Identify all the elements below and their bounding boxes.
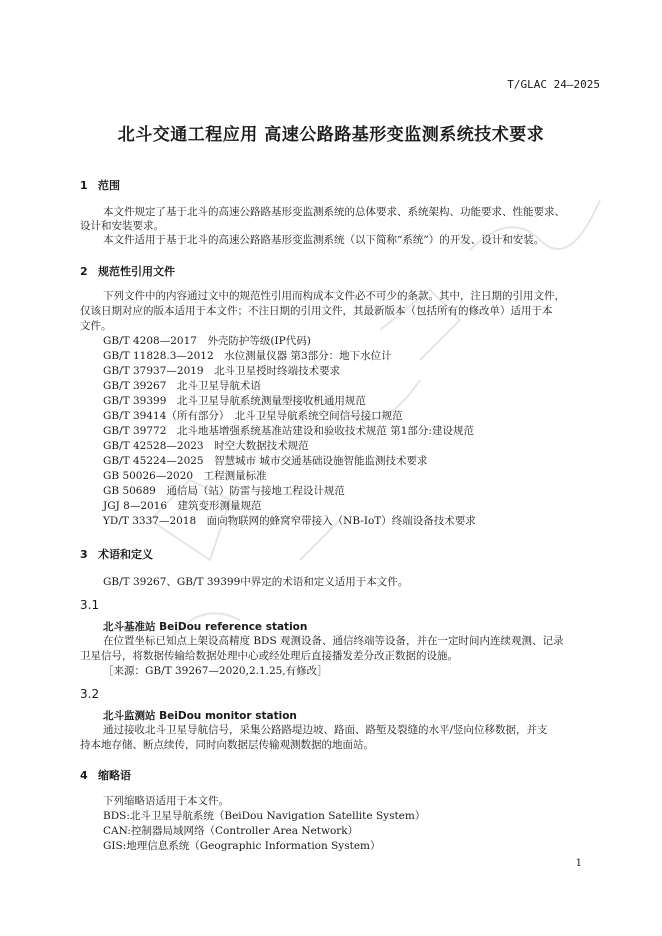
term-3-1-source: ［来源：GB/T 39267—2020,2.1.25,有修改］ [103,665,328,677]
reference-item: GB/T 37937—2019 北斗卫星授时终端技术要求 [103,365,341,377]
references-intro-line-2: 仅该日期对应的版本适用于本文件；不注日期的引用文件，其最新版本（包括所有的修改单）适用于本 [80,305,553,317]
reference-item: GB/T 11828.3—2012 水位测量仪器 第3部分：地下水位计 [103,350,392,362]
abbreviation-item: CAN:控制器局域网络（Controller Area Network） [103,825,359,837]
section-1-title: 范围 [98,179,120,192]
reference-item: GB 50026—2020 工程测量标准 [103,470,267,482]
term-3-1-definition-line-2: 卫星信号，将数据传输给数据处理中心或经处理后直接播发差分改正数据的设施。 [80,650,458,662]
term-3-2-number: 3.2 [80,687,100,701]
section-1-number: 1 [80,179,88,192]
reference-item: JGJ 8—2016 建筑变形测量规范 [103,500,262,512]
section-2-heading [80,263,175,279]
section-3-number: 3 [80,548,88,561]
term-3-2-definition-line-1: 通过接收北斗卫星导航信号，采集公路路堤边坡、路面、路堑及裂缝的水平/竖向位移数据，并支 [103,724,548,736]
section-4-number: 4 [80,769,88,782]
scope-paragraph-2: 本文件适用于基于北斗的高速公路路基形变监测系统（以下简称“系统”）的开发、设计和安装。 [103,234,545,246]
section-2-title: 规范性引用文件 [98,265,175,278]
term-3-2-definition-line-2: 持本地存储、断点续传，同时向数据层传输观测数据的地面站。 [80,739,374,751]
page-number: 1 [575,858,582,869]
abbreviation-item: BDS:北斗卫星导航系统（BeiDou Navigation Satellite System） [103,810,426,822]
reference-item: GB/T 39414（所有部分） 北斗卫星导航系统空间信号接口规范 [103,410,403,422]
reference-item: GB/T 4208—2017 外壳防护等级(IP代码) [103,335,311,347]
term-3-2-title: 北斗监测站 BeiDou monitor station [103,710,297,722]
scope-paragraph-1-line-2: 设计和安装要求。 [80,220,164,232]
reference-item: GB/T 39399 北斗卫星导航系统测量型接收机通用规范 [103,395,366,407]
reference-item: YD/T 3337—2018 面向物联网的蜂窝窄带接入（NB-IoT）终端设备技术要求 [103,515,476,527]
reference-item: GB/T 45224—2025 智慧城市 城市交通基础设施智能监测技术要求 [103,455,428,467]
terms-intro: GB/T 39267、GB/T 39399中界定的术语和定义适用于本文件。 [103,576,409,588]
term-3-1-title: 北斗基准站 BeiDou reference station [103,621,308,633]
section-4-title: 缩略语 [98,769,131,782]
abbreviations-intro: 下列缩略语适用于本文件。 [103,795,229,807]
reference-item: GB/T 39772 北斗地基增强系统基准站建设和验收技术规范 第1部分:建设规范 [103,425,474,437]
section-4-heading [80,767,131,783]
document-code: T/GLAC 24—2025 [507,78,600,91]
abbreviation-item: GIS:地理信息系统（Geographic Information System） [103,840,381,852]
reference-item: GB/T 39267 北斗卫星导航术语 [103,380,261,392]
section-2-number: 2 [80,265,88,278]
section-1-heading [80,177,120,193]
section-3-heading [80,546,153,562]
term-3-1-number: 3.1 [80,598,100,612]
reference-item: GB/T 42528—2023 时空大数据技术规范 [103,440,309,452]
scope-paragraph-1-line-1: 本文件规定了基于北斗的高速公路路基形变监测系统的总体要求、系统架构、功能要求、性能要求、 [103,206,565,218]
references-intro-line-1: 下列文件中的内容通过文中的规范性引用而构成本文件必不可少的条款。其中，注日期的引用文件， [103,290,565,302]
term-3-1-definition-line-1: 在位置坐标已知点上架设高精度 BDS 观测设备、通信终端等设备，并在一定时间内连续观测、记录 [103,635,564,647]
references-intro-line-3: 文件。 [80,320,112,332]
section-3-title: 术语和定义 [98,548,153,561]
document-title: 北斗交通工程应用 高速公路路基形变监测系统技术要求 [117,125,545,145]
reference-item: GB 50689 通信局（站）防雷与接地工程设计规范 [103,485,345,497]
